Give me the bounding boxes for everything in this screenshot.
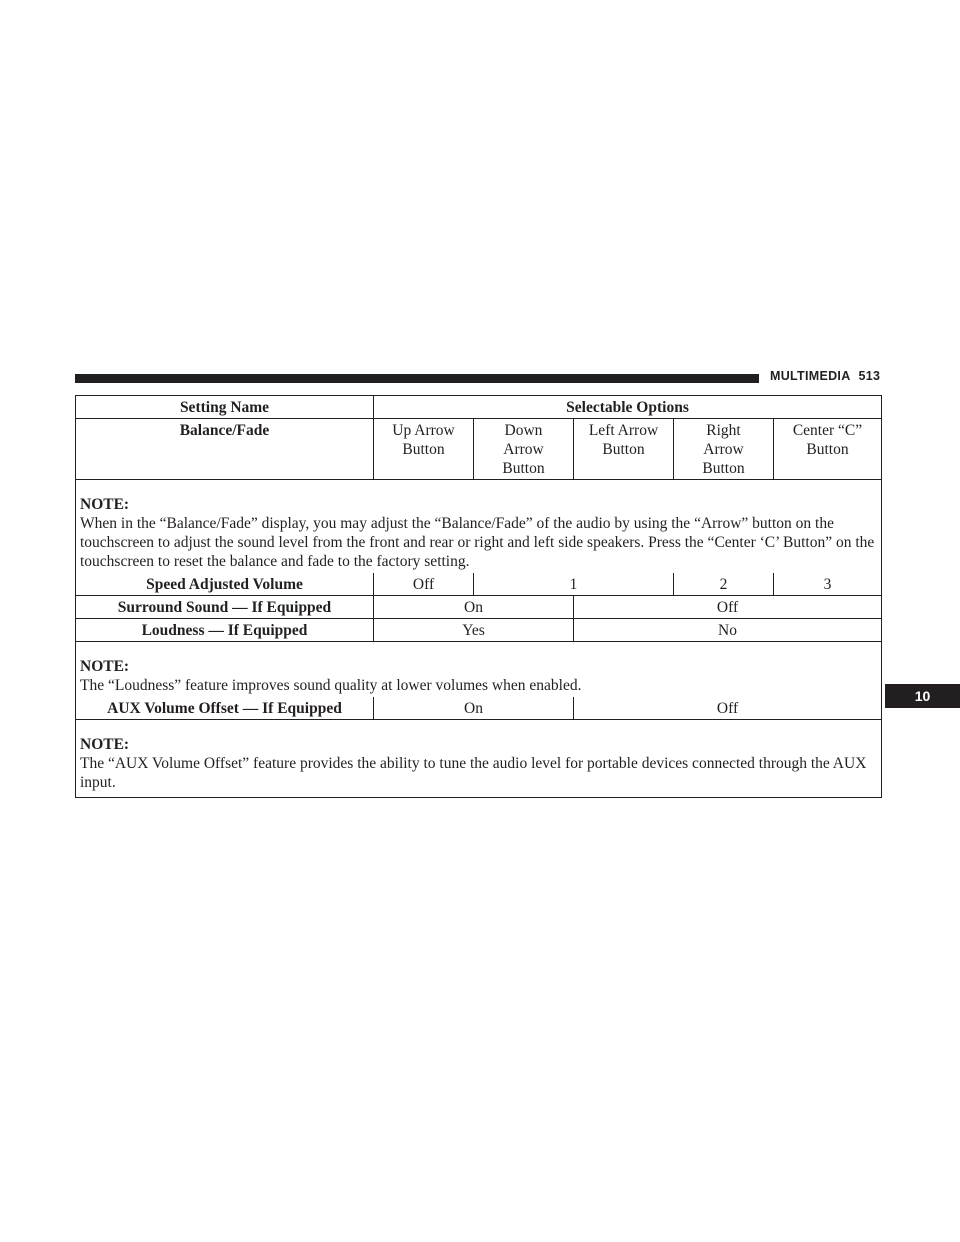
note-text: The “Loudness” feature improves sound quality at lower volumes when enabled. <box>80 677 582 694</box>
table-row-surround-sound <box>76 596 882 619</box>
table-row-loudness <box>76 619 882 642</box>
option-on: On <box>374 697 574 720</box>
table-row-balance-note <box>76 480 882 574</box>
note-balance-fade <box>76 480 882 574</box>
option-center-c: Center “C” Button <box>774 419 882 480</box>
page-header <box>770 369 880 383</box>
setting-name-cell: Surround Sound — If Equipped <box>76 596 374 619</box>
option-1: 1 <box>474 573 674 596</box>
table-row-loudness-note <box>76 642 882 698</box>
option-down-arrow: Down Arrow Button <box>474 419 574 480</box>
table-row-speed-adjusted-volume <box>76 573 882 596</box>
note-text: When in the “Balance/Fade” display, you may adjust the “Balance/Fade” of the audio by using the “Arrow” button on the touchscreen to adjust the sound level from the front and rear or right and left side speakers. Press the “Center ‘C’ Button” on the touchscreen to reset the balance and fade to the factory setting. <box>80 515 875 570</box>
header-rule <box>75 374 759 383</box>
note-title: NOTE: <box>80 496 130 513</box>
section-title: MULTIMEDIA <box>770 369 851 383</box>
setting-name-cell: Speed Adjusted Volume <box>76 573 374 596</box>
option-off: Off <box>374 573 474 596</box>
option-on: On <box>374 596 574 619</box>
selectable-options-header: Selectable Options <box>374 396 882 419</box>
option-yes: Yes <box>374 619 574 642</box>
option-off: Off <box>574 596 882 619</box>
note-title: NOTE: <box>80 736 130 753</box>
table-row-aux-note <box>76 720 882 798</box>
chapter-tab: 10 <box>885 684 960 708</box>
setting-name-cell: Balance/Fade <box>76 419 374 480</box>
setting-name-header: Setting Name <box>76 396 374 419</box>
settings-table <box>75 395 882 798</box>
note-title: NOTE: <box>80 658 130 675</box>
note-loudness <box>76 642 882 698</box>
table-row-aux-volume-offset <box>76 697 882 720</box>
option-off: Off <box>574 697 882 720</box>
note-aux-volume-offset <box>76 720 882 798</box>
table-header-row <box>76 396 882 419</box>
option-2: 2 <box>674 573 774 596</box>
table-row-balance-fade <box>76 419 882 480</box>
option-no: No <box>574 619 882 642</box>
page-number: 513 <box>858 369 881 383</box>
note-text: The “AUX Volume Offset” feature provides the ability to tune the audio level for portable devices connected through the AUX input. <box>80 755 867 791</box>
setting-name-cell: Loudness — If Equipped <box>76 619 374 642</box>
option-3: 3 <box>774 573 882 596</box>
option-left-arrow: Left Arrow Button <box>574 419 674 480</box>
option-right-arrow: Right Arrow Button <box>674 419 774 480</box>
setting-name-cell: AUX Volume Offset — If Equipped <box>76 697 374 720</box>
option-up-arrow: Up Arrow Button <box>374 419 474 480</box>
